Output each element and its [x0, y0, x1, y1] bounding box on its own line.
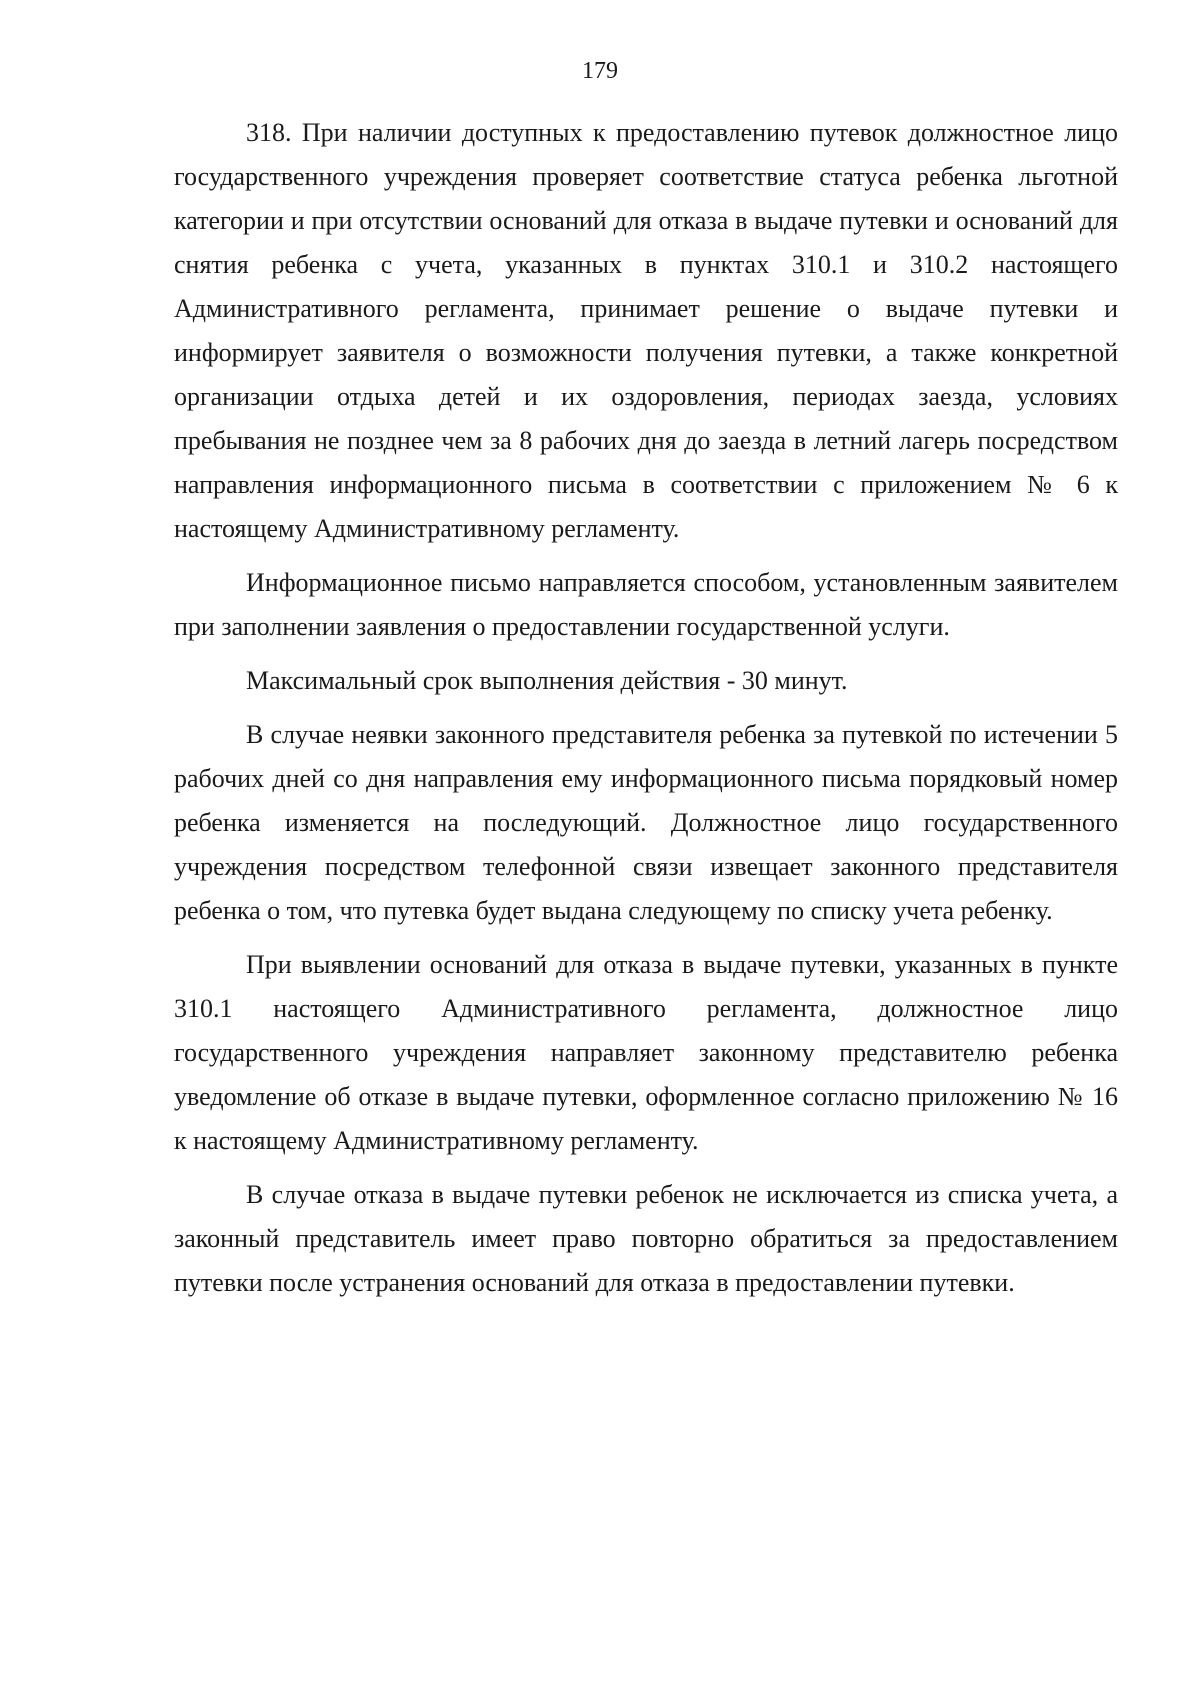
paragraph-318: 318. При наличии доступных к предоставлению путевок должностное лицо государственного учреждения проверяет соответствие статуса ребенка льготной категории и при отсутствии оснований для отказа в выдаче путевки и оснований для снятия ребенка с учета, указанных в пунктах 310.1 и 310.2 настоящего Административного регламента, принимает решение о выдаче путевки и информирует заявителя о возможности получения путевки, а также конкретной организации отдыха детей и их оздоровления, периодах заезда, условиях пребывания не позднее чем за 8 рабочих дня до заезда в летний лагерь посредством направления информационного письма в соответствии с приложением № 6 к настоящему Административному регламенту. [174, 118, 1118, 543]
paragraph-refusal-consequence: В случае отказа в выдаче путевки ребенок не исключается из списка учета, а законный представитель имеет право повторно обратиться за предоставлением путевки после устранения оснований для отказа в предоставлении путевки. [174, 1180, 1118, 1297]
paragraph-info-letter: Информационное письмо направляется способом, установленным заявителем при заполнении заявления о предоставлении государственной услуги. [174, 568, 1118, 641]
paragraph-no-show: В случае неявки законного представителя ребенка за путевкой по истечении 5 рабочих дней со дня направления ему информационного письма порядковый номер ребенка изменяется на последующий. Должностное лицо государственного учреждения посредством телефонной связи извещает законного представителя ребенка о том, что путевка будет выдана следующему по списку учета ребенку. [174, 720, 1118, 925]
page-number: 179 [582, 58, 618, 84]
paragraph-refusal-grounds: При выявлении оснований для отказа в выдаче путевки, указанных в пункте 310.1 настоящего Административного регламента, должностное лицо государственного учреждения направляет законному представителю ребенка уведомление об отказе в выдаче путевки, оформленное согласно приложению № 16 к настоящему Административному регламенту. [174, 950, 1118, 1155]
document-body [174, 111, 1118, 1315]
paragraph-max-time: Максимальный срок выполнения действия - 30 минут. [246, 666, 848, 695]
